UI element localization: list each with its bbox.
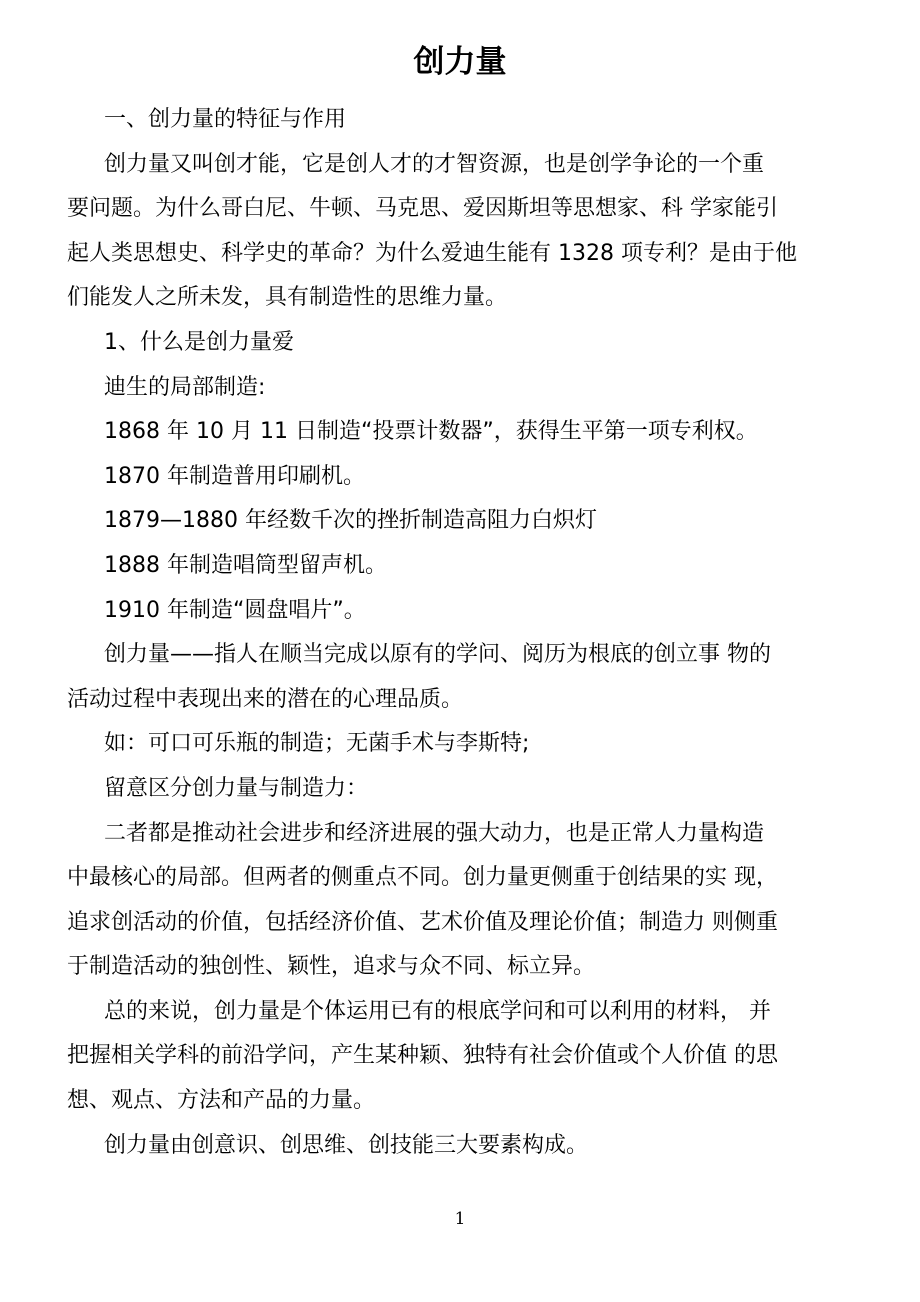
text-line: 把握相关学科的前沿学问，产生某种颖、独特有社会价值或个人价值 的思 xyxy=(67,1043,778,1069)
text-line: 1868 年 10 月 11 日制造“投票计数器”，获得生平第一项专利权。 xyxy=(104,419,758,445)
section-heading xyxy=(67,98,857,143)
document-body xyxy=(67,98,857,1168)
text-line: 如：可口可乐瓶的制造；无菌手术与李斯特; xyxy=(104,731,530,757)
text-line: 要问题。为什么哥白尼、牛顿、马克思、爱因斯坦等思想家、科 学家能引 xyxy=(67,196,778,222)
text-line: 于制造活动的独创性、颖性，追求与众不同、标立异。 xyxy=(67,954,596,980)
definition-paragraph xyxy=(67,633,857,722)
invention-item xyxy=(67,544,857,589)
examples-paragraph xyxy=(67,722,857,767)
text-line: 1888 年制造唱筒型留声机。 xyxy=(104,552,387,578)
text-line: 起人类思想史、科学史的革命？为什么爱迪生能有 1328 项专利？是由于他 xyxy=(67,240,797,266)
invention-item xyxy=(67,410,857,455)
comparison-paragraph xyxy=(67,812,857,990)
edison-intro-paragraph xyxy=(67,366,857,411)
text-line: 1870 年制造普用印刷机。 xyxy=(104,463,365,489)
subsection-heading xyxy=(67,321,857,366)
components-paragraph xyxy=(67,1124,857,1169)
text-line: 创力量——指人在顺当完成以原有的学问、阅历为根底的创立事 物的 xyxy=(104,642,771,668)
text-line: 活动过程中表现出来的潜在的心理品质。 xyxy=(67,686,464,712)
text-line: 们能发人之所未发，具有制造性的思维力量。 xyxy=(67,285,508,311)
text-line: 中最核心的局部。但两者的侧重点不同。创力量更侧重于创结果的实 现， xyxy=(67,865,778,891)
summary-paragraph xyxy=(67,990,857,1124)
text-line: 1910 年制造“圆盘唱片”。 xyxy=(104,597,366,623)
invention-item xyxy=(67,499,857,544)
text-line: 想、观点、方法和产品的力量。 xyxy=(67,1088,376,1114)
distinguish-paragraph xyxy=(67,767,857,812)
invention-item xyxy=(67,455,857,500)
text-line: 创力量又叫创才能，它是创人才的才智资源，也是创学争论的一个重 xyxy=(104,151,765,177)
text-line: 追求创活动的价值，包括经济价值、艺术价值及理论价值；制造力 则侧重 xyxy=(67,909,778,935)
text-line: 留意区分创力量与制造力： xyxy=(104,775,369,801)
document-title: 创力量 xyxy=(413,44,507,80)
text-line: 一、创力量的特征与作用 xyxy=(104,107,347,132)
invention-item xyxy=(67,589,857,634)
text-line: 总的来说，创力量是个体运用已有的根底学问和可以利用的材料， 并 xyxy=(104,998,771,1024)
page-number: 1 xyxy=(454,1209,466,1229)
intro-paragraph xyxy=(67,143,857,321)
text-line: 创力量由创意识、创思维、创技能三大要素构成。 xyxy=(104,1132,589,1158)
text-line: 1、什么是创力量爱 xyxy=(104,329,294,355)
text-line: 二者都是推动社会进步和经济进展的强大动力，也是正常人力量构造 xyxy=(104,820,765,846)
text-line: 1879—1880 年经数千次的挫折制造高阻力白炽灯 xyxy=(104,508,597,534)
text-line: 迪生的局部制造: xyxy=(104,374,266,400)
